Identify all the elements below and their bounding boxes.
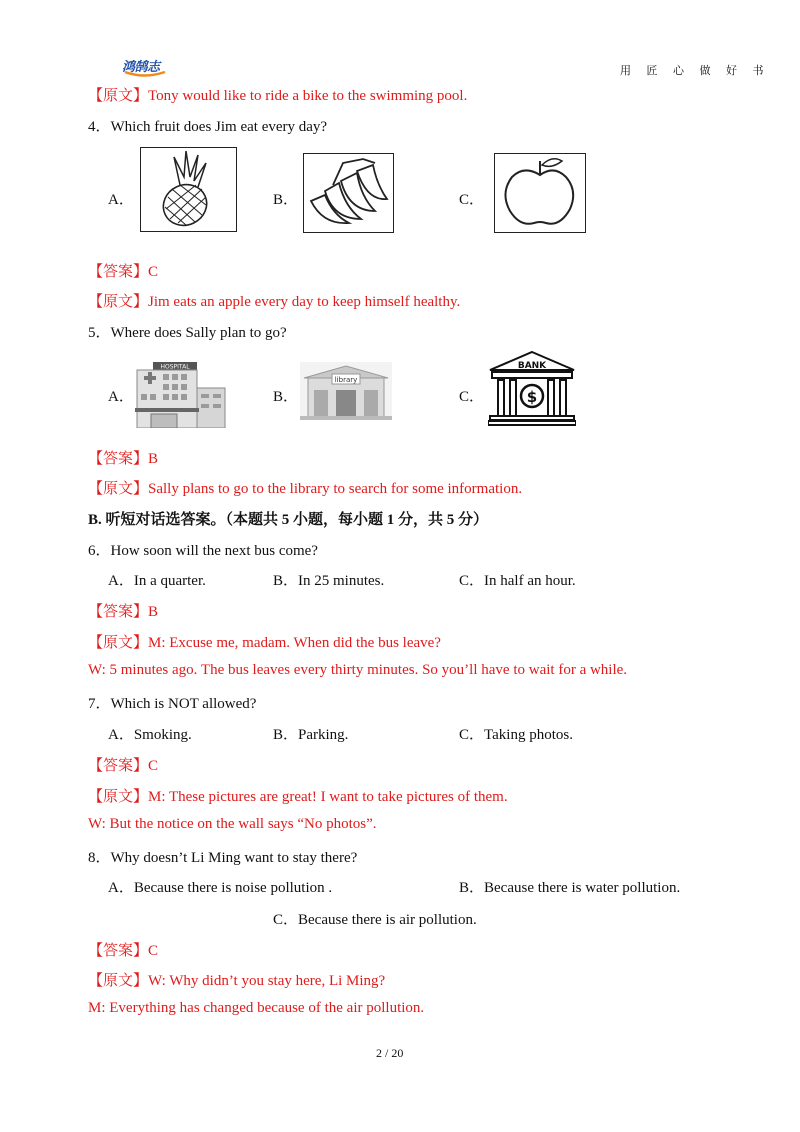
q7-option-a: A．Smoking. — [108, 727, 192, 743]
q7-option-c: C．Taking photos. — [459, 727, 573, 743]
q4-option-b-label: B． — [273, 192, 299, 208]
logo-text: 鸿鹄志 — [122, 59, 160, 74]
q5-option-c-label: C． — [459, 389, 485, 405]
library-image — [300, 362, 392, 420]
q3-transcript: 【原文】Tony would like to ride a bike to the swimming pool. — [88, 88, 468, 104]
q8-transcript-line1: 【原文】W: Why didn’t you stay here, Li Ming? — [88, 973, 386, 989]
q7-transcript-line2: W: But the notice on the wall says “No photos”. — [88, 816, 377, 832]
logo-swoosh-icon — [124, 70, 166, 78]
question-8: 8．Why doesn’t Li Ming want to stay there? — [88, 850, 358, 866]
q4-answer: 【答案】C — [88, 264, 159, 280]
question-4: 4．Which fruit does Jim eat every day? — [88, 119, 328, 135]
q5-option-b-label: B． — [273, 389, 299, 405]
q6-answer: 【答案】B — [88, 604, 159, 620]
q6-option-c: C．In half an hour. — [459, 573, 576, 589]
q8-option-a: A．Because there is noise pollution . — [108, 880, 333, 896]
apple-image — [494, 153, 586, 233]
question-5: 5．Where does Sally plan to go? — [88, 325, 287, 341]
bank-dollar-symbol: $ — [526, 388, 538, 406]
q5-option-a-label: A． — [108, 389, 134, 405]
hospital-image — [131, 358, 227, 428]
q7-option-b: B．Parking. — [273, 727, 349, 743]
q8-answer: 【答案】C — [88, 943, 159, 959]
header-slogan: 用 匠 心 做 好 书 — [620, 64, 770, 77]
q4-transcript: 【原文】Jim eats an apple every day to keep himself healthy. — [88, 294, 461, 310]
q6-transcript-line1: 【原文】M: Excuse me, madam. When did the bus leave? — [88, 635, 441, 651]
bank-sign: BANK — [517, 361, 547, 371]
q8-transcript-line2: M: Everything has changed because of the air pollution. — [88, 1000, 425, 1016]
hospital-sign: HOSPITAL — [160, 363, 190, 371]
question-7: 7．Which is NOT allowed? — [88, 696, 257, 712]
q7-transcript-line1: 【原文】M: These pictures are great! I want to take pictures of them. — [88, 789, 508, 805]
bananas-image — [303, 153, 394, 233]
library-sign: library — [334, 376, 358, 384]
q7-answer: 【答案】C — [88, 758, 159, 774]
question-6: 6．How soon will the next bus come? — [88, 543, 318, 559]
q5-answer: 【答案】B — [88, 451, 159, 467]
pineapple-image — [140, 147, 237, 232]
bank-image — [488, 350, 576, 426]
q8-option-b: B．Because there is water pollution. — [459, 880, 681, 896]
q6-option-b: B．In 25 minutes. — [273, 573, 385, 589]
q4-option-c-label: C． — [459, 192, 485, 208]
q5-transcript: 【原文】Sally plans to go to the library to search for some information. — [88, 481, 523, 497]
q8-option-c: C．Because there is air pollution. — [273, 912, 477, 928]
q6-transcript-line2: W: 5 minutes ago. The bus leaves every thirty minutes. So you’ll have to wait for a while. — [88, 662, 628, 678]
section-b-heading: B. 听短对话选答案。（本题共 5 小题，每小题 1 分，共 5 分） — [88, 512, 489, 528]
q6-option-a: A．In a quarter. — [108, 573, 206, 589]
page-number: 2 / 20 — [376, 1046, 404, 1060]
q4-option-a-label: A． — [108, 192, 134, 208]
